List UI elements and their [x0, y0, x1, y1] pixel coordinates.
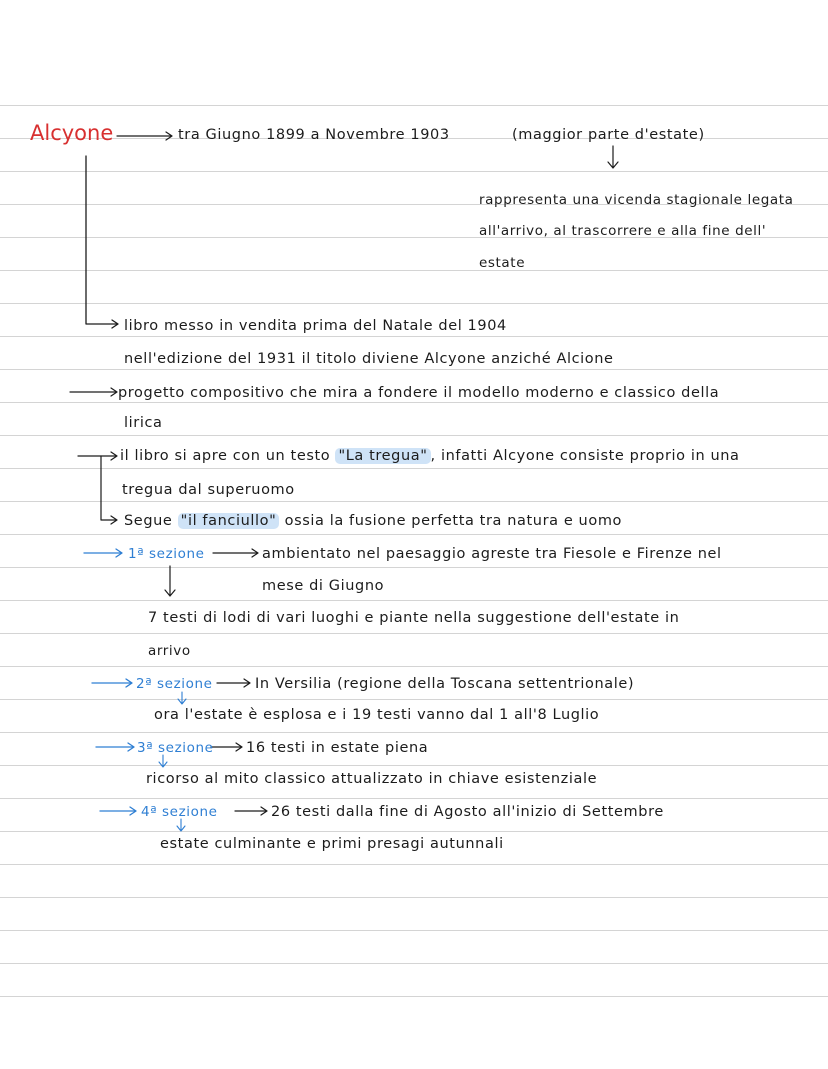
section-1-label: 1ª sezione: [128, 546, 205, 562]
section-2-label: 2ª sezione: [136, 676, 213, 692]
arrow-icon: [70, 388, 117, 396]
arrow-icon: [84, 549, 122, 557]
arrow-down-icon: [608, 146, 618, 168]
segue-text: Segue: [124, 513, 173, 529]
arrow-icon: [92, 679, 132, 687]
arrow-icon: [117, 132, 172, 140]
arrow-down-icon: [165, 566, 175, 596]
bracket-arrow-icon: [101, 456, 117, 524]
summary-line: rappresenta una vicenda stagionale legata: [479, 192, 794, 208]
apertura-text: il libro si apre con un testo: [120, 448, 331, 464]
note-libro: libro messo in vendita prima del Natale del 1904: [124, 318, 507, 334]
section-4-desc: 26 testi dalla fine di Agosto all'inizio di Settembre: [271, 804, 664, 820]
note-apertura-cont: tregua dal superuomo: [122, 482, 295, 498]
section-3-desc: 16 testi in estate piena: [246, 740, 429, 756]
segue-text: ossia la fusione perfetta tra natura e uomo: [284, 513, 623, 529]
summary-line: all'arrivo, al trascorrere e alla fine dell': [479, 223, 767, 239]
arrow-icon: [78, 452, 117, 460]
summary-line: estate: [479, 255, 526, 271]
section-2-detail: ora l'estate è esplosa e i 19 testi vanno dal 1 all'8 Luglio: [154, 707, 600, 723]
arrow-icon: [235, 807, 267, 815]
date-range: tra Giugno 1899 a Novembre 1903: [178, 127, 450, 143]
highlight-il-fanciullo: "il fanciullo": [178, 513, 280, 529]
section-1-detail: 7 testi di lodi di vari luoghi e piante nella suggestione dell'estate in: [148, 610, 680, 626]
arrow-icon: [100, 807, 136, 815]
section-1-desc-cont: mese di Giugno: [262, 578, 385, 594]
section-1-desc: ambientato nel paesaggio agreste tra Fiesole e Firenze nel: [262, 546, 722, 562]
bracket-arrow-icon: [86, 156, 118, 328]
date-note: (maggior parte d'estate): [512, 127, 705, 143]
section-4-detail: estate culminante e primi presagi autunnali: [160, 836, 504, 852]
page-title: Alcyone: [30, 121, 114, 145]
section-2-desc: In Versilia (regione della Toscana settentrionale): [255, 676, 635, 692]
apertura-text: , infatti Alcyone consiste proprio in una: [430, 448, 740, 464]
note-segue: [124, 512, 622, 530]
arrow-icon: [213, 549, 258, 557]
arrow-icon: [211, 743, 242, 751]
section-1-detail-cont: arrivo: [148, 643, 191, 659]
note-progetto-cont: lirica: [124, 415, 163, 431]
arrow-down-icon: [178, 692, 186, 704]
section-3-detail: ricorso al mito classico attualizzato in chiave esistenziale: [146, 771, 598, 787]
note-progetto: progetto compositivo che mira a fondere il modello moderno e classico della: [118, 385, 720, 401]
section-3-label: 3ª sezione: [137, 740, 214, 756]
arrow-icon: [96, 743, 134, 751]
note-apertura: [120, 447, 740, 465]
highlight-la-tregua: "La tregua": [335, 448, 430, 464]
note-edizione: nell'edizione del 1931 il titolo diviene Alcyone anziché Alcione: [124, 351, 614, 367]
section-4-label: 4ª sezione: [141, 804, 218, 820]
arrow-icon: [217, 679, 250, 687]
